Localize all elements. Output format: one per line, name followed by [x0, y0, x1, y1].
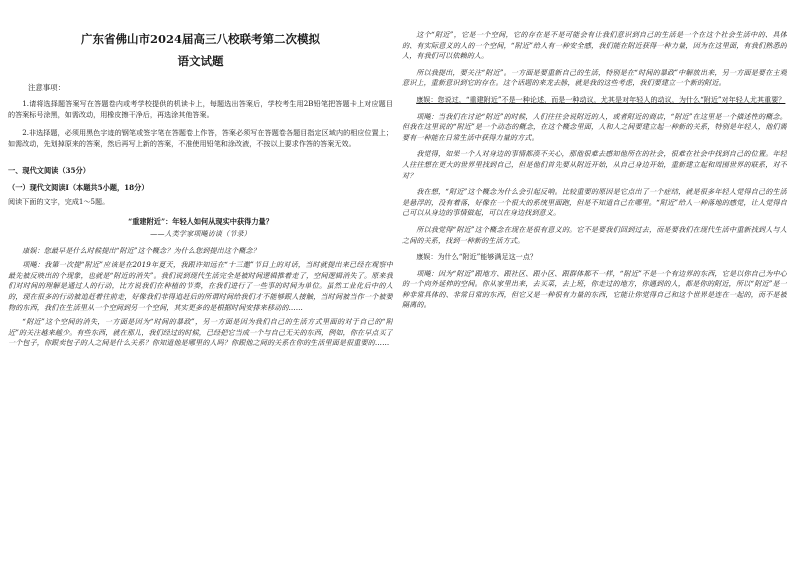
exam-subtitle: 语文试题: [177, 54, 224, 68]
article-paragraph: 这个“附近”，它是一个空间，它的存在是不是可能会有让我们意识到自己的生活是一个在这个社会生活中的、具体的、有实际意义的人的一个空间，“附近”给人有一种安全感，我们能在附近获得一种力量，因为在这里面，有我们熟悉的人，有我们可以依赖的人。: [402, 30, 787, 61]
article-paragraph: 我在想，“附近”这个概念为什么会引起反响。比较重要的原因是它点出了一个症结，就是很多年轻人觉得自己的生活是悬浮的，没有着落，好像在一个很大的系统里面跑，但是不知道自己在哪里。“附近”给人一种落地的感觉，让人觉得自己可以从身边的事情做起，可以在身边找到意义。: [402, 187, 787, 218]
article-paragraph: 所以我提出，要关注“附近”。一方面是要重新自己的生活，特别是在“时间的暴政”中解放出来，另一方面是要在主观意识上，重新意识到它的存在。这个话题的来龙去脉，就是我的这些考虑，我们要建立一个新的附近。: [402, 67, 787, 88]
article-paragraph: “附近”这个空间的消失，一方面是因为“时间的暴政”，另一方面是因为我们自己的生活方式里面的对于自己的“附近”的关注越来越少。有些东西，就在那儿，我们经过的时候，已经把它当成一个与自己无关的东西，例如，你在早点买了一个包子，你跟卖包子的人之间是什么关系？你知道他是哪里的人吗？你跟他之间的关系在你的生活里面是很重要的……: [8, 317, 393, 348]
left-column: [8, 0, 393, 561]
article-subtitle: ——人类学家项飚访谈（节录）: [150, 228, 251, 238]
interview-question: 康娱：为什么“附近”能够满足这一点？: [416, 252, 537, 262]
interview-answer: 项飚：我第一次提“附近”应该是在2019年夏天，我跟许知远在“十三邀”节目上的对话，当时就提出来已经在观察中最先被反映出的个现象，也就是“附近的消失”。我们说到现代生活完全是被时间逻辑推着走了，空间逻辑消失了。原来我们对时间的理解是通过人的行动，比方说我们在种植的节奏，在我们进行了一些事的时间为单位。虽然工业化后中的人的，现在很多的行动被追赶着往前走，好像我们非得追赶后的所谓时间给我们才不能够跟人接触，当时间被当作一个被要物的东西，我们在生活里从一个空间到另一个空间，其实更多的是根据时间安排来移动的……: [8, 260, 393, 312]
article-paragraph: 所以我觉得“附近”这个概念在现在是很有意义的。它不是要我们回到过去，而是要我们在现代生活中重新找到人与人之间的关系，找到一种新的生活方式。: [402, 224, 787, 245]
article-title: “重建附近”：年轻人如何从现实中获得力量？: [128, 216, 273, 226]
interview-answer: 项飚：当我们在讨论“附近”的时候，人们往往会说附近的人，或者附近的商店，“附近”在这里是一个描述性的概念。但我在这里说的“附近”是一个动态的概念，在这个概念里面，人和人之间要建立起一种新的关系，特别是年轻人，他们需要有一种能在日常生活中获得力量的方式。: [402, 111, 787, 142]
interview-question: 康娱：您说过，“重建附近”不是一种论述，而是一种动议，尤其是对年轻人的动议，为什么“附近”对年轻人尤其重要？: [416, 94, 786, 104]
interview-answer: 项飚：因为“附近”跟地方、跟社区、跟小区、跟群体都不一样，“附近”不是一个有边界的东西，它是以你自己为中心的一个向外延伸的空间。你从家里出来，去买菜，去上班，你走过的地方，你遇到的人，都是你的附近，所以“附近”是一种非常具体的、非常日常的东西，但它又是一种很有力量的东西，它能让你觉得自己和这个世界是连在一起的，而不是被隔离的。: [402, 268, 787, 310]
right-column: [402, 0, 787, 561]
reading-instruction: 阅读下面的文字，完成1～5题。: [8, 197, 110, 207]
article-paragraph: 我觉得，如果一个人对身边的事情都漠不关心，那他很难去感知他所在的社会，很难在社会中找到自己的位置。年轻人往往想在更大的世界里找到自己，但是他们首先要从附近开始，从自己身边开始，重新建立起和周围世界的联系，对不对？: [402, 149, 787, 180]
notice-heading: 注意事项：: [28, 83, 65, 92]
notice-2: 2.非选择题，必须用黑色字迹的钢笔或签字笔在答题卷上作答，答案必须写在答题卷各题目指定区域内的相应位置上；如需改动，先划掉原来的答案，然后再写上新的答案，不准使用铅笔和涂改液，不按以上要求作答的答案无效。: [8, 128, 393, 148]
interview-question: 康娱：您最早是什么时候提出“附近”这个概念？为什么您到提出这个概念？: [22, 245, 260, 255]
exam-title: 广东省佛山市2024届高三八校联考第二次模拟: [80, 32, 320, 46]
notice-1: 1.请将选择题答案写在答题卷内或考学校提供的机读卡上，每题选出答案后，学校考生用2B铅笔把答题卡上对应题目的答案标号涂黑，如需改动，用橡皮擦干净后，再选涂其他答案。: [8, 99, 393, 119]
section-heading: 一、现代文阅读（35分）: [8, 166, 90, 176]
subsection-heading: （一）现代文阅读Ⅰ（本题共5小题，18分）: [8, 183, 149, 193]
